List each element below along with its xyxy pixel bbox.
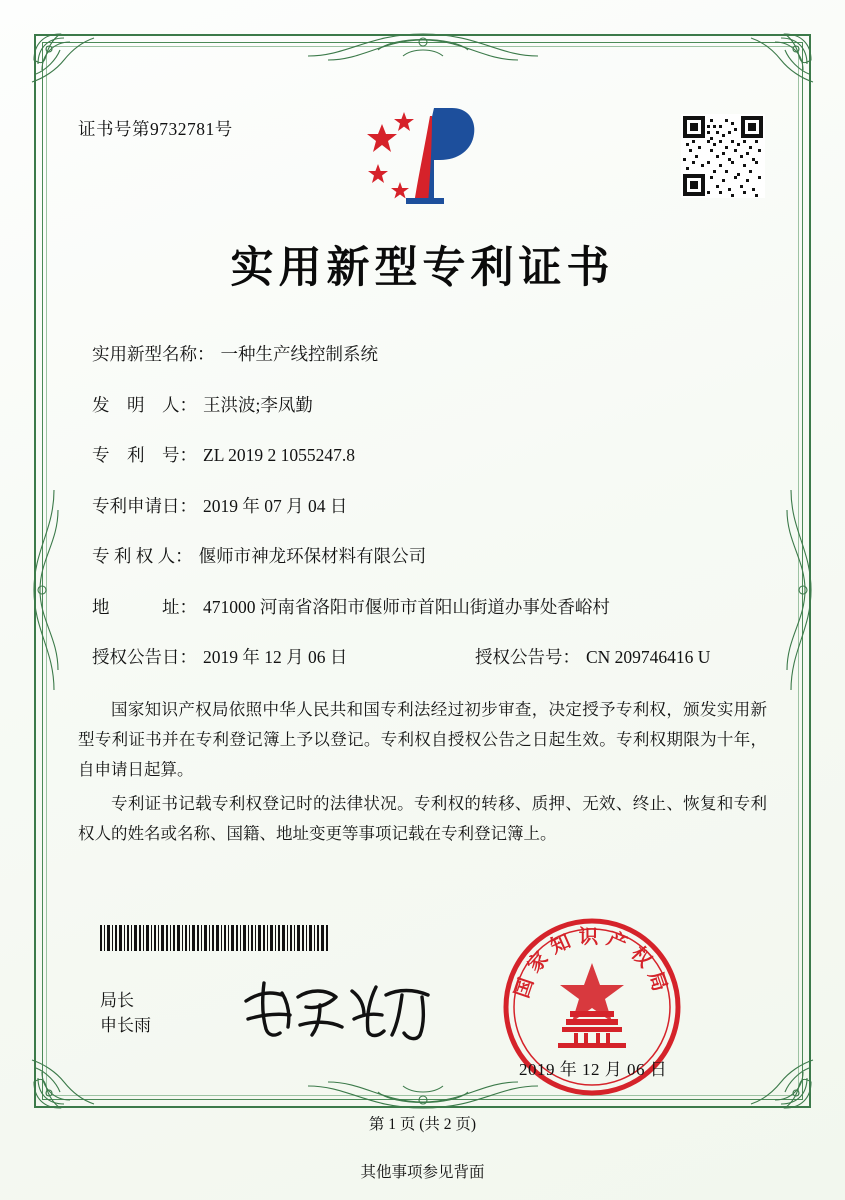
handwritten-signature-icon: [236, 975, 456, 1045]
certificate-number: 证书号第9732781号: [78, 119, 233, 139]
field-row-inventor: [78, 392, 767, 417]
field-label-address: 地 址：: [92, 596, 197, 617]
field-value-grant-date: 2019 年 12 月 06 日: [203, 647, 348, 667]
field-value-address: 471000 河南省洛阳市偃师市首阳山街道办事处香峪村: [203, 596, 610, 617]
field-row-grant: [78, 644, 767, 669]
director-name: 申长雨: [100, 1016, 151, 1035]
field-label-inventor: 发 明 人：: [92, 394, 197, 415]
field-value-patent-number: ZL 2019 2 1055247.8: [203, 445, 355, 465]
footnote: 其他事项参见背面: [360, 1164, 485, 1181]
field-label-patent-name: 实用新型名称：: [92, 344, 215, 364]
certificate-content: [78, 96, 767, 853]
field-row-patent-number: [78, 442, 767, 467]
field-row-patent-name: [78, 341, 767, 366]
certificate-fields: [78, 341, 767, 669]
page-title: 实用新型专利证书: [230, 245, 615, 292]
field-label-patentee: 专 利 权 人：: [92, 546, 193, 566]
certificate-header: [78, 96, 767, 216]
qr-code-icon: [681, 114, 765, 198]
field-row-patentee: [78, 543, 767, 568]
cnipa-logo-icon: [348, 102, 498, 210]
paragraph-2: 专利证书记载专利权登记时的法律状况。专利权的转移、质押、无效、终止、恢复和专利权人的姓名或名称、国籍、地址变更等事项记载在专利登记簿上。: [78, 793, 767, 843]
field-value-patent-name: 一种生产线控制系统: [220, 344, 378, 364]
field-value-inventor: 王洪波;李凤勤: [203, 394, 313, 415]
field-label-grant-date: 授权公告日：: [92, 647, 197, 667]
field-label-application-date: 专利申请日：: [92, 495, 197, 516]
field-row-application-date: [78, 493, 767, 518]
field-value-application-date: 2019 年 07 月 04 日: [203, 495, 348, 516]
certificate-body-text: [78, 695, 767, 849]
barcode: [100, 925, 330, 951]
director-block: [100, 988, 151, 1038]
seal-arc-text: 国家知识产权局: [511, 927, 673, 1001]
field-value-grant-number: CN 209746416 U: [586, 647, 711, 667]
seal-date: 2019 年 12 月 06 日: [519, 1060, 668, 1079]
field-label-patent-number: 专 利 号：: [92, 445, 197, 465]
page-indicator: 第 1 页 (共 2 页): [368, 1116, 477, 1133]
field-value-patentee: 偃师市神龙环保材料有限公司: [198, 546, 427, 566]
paragraph-1: 国家知识产权局依照中华人民共和国专利法经过初步审查，决定授予专利权，颁发实用新型专利证书并在专利登记簿上予以登记。专利权自授权公告之日起生效。专利权期限为十年，自申请日起算。: [78, 699, 767, 779]
director-label: 局长: [100, 991, 134, 1010]
field-row-address: [78, 594, 767, 619]
field-label-grant-number: 授权公告号：: [475, 647, 580, 667]
